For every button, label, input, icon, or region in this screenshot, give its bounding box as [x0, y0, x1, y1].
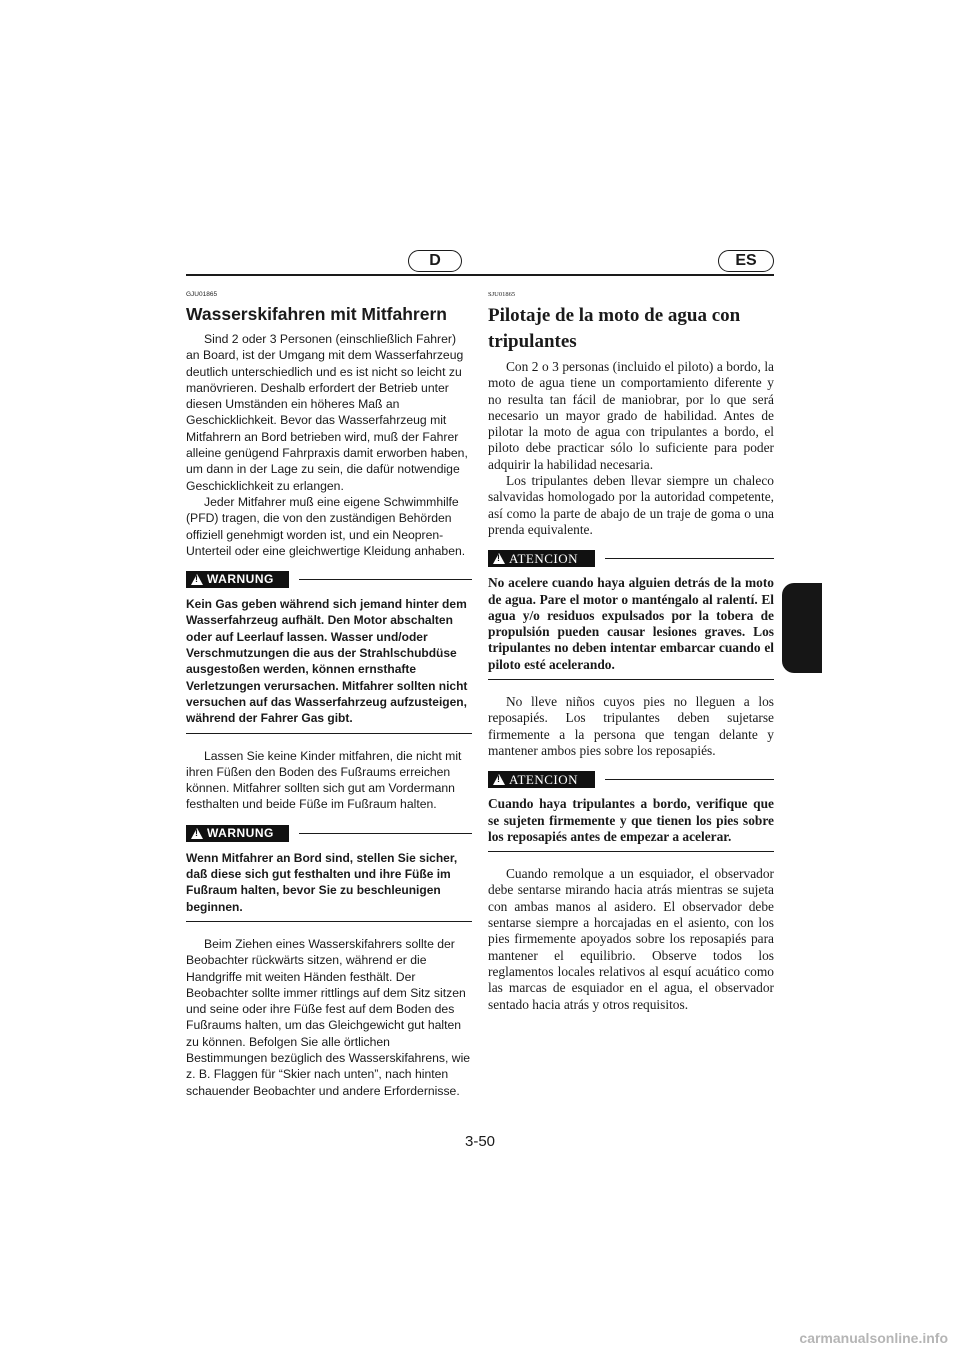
spanish-column	[488, 290, 774, 1013]
paragraph: Jeder Mitfahrer muß eine eigene Schwimmhilfe (PFD) tragen, die von den zuständigen Behörden offiziell genehmigt worden ist, und ein Neopren-Unterteil oder eine gleichwertige Kleidung anhaben.	[186, 494, 466, 558]
language-badge-german: D	[408, 250, 462, 272]
section-code: GJU01865	[186, 291, 218, 298]
warning-badge	[488, 550, 595, 567]
warning-badge	[488, 771, 595, 788]
warning-label: ATENCION	[509, 772, 578, 788]
warning-rule	[299, 833, 472, 834]
warning-text: Wenn Mitfahrer an Bord sind, stellen Sie sicher, daß diese sich gut festhalten und ihre Füße im Fußraum halten, bevor Sie zu beschleunigen beginnen.	[186, 850, 472, 922]
paragraph: Los tripulantes deben llevar siempre un chaleco salvavidas homologado por la autoridad competente, así como la parte de abajo de un traje de goma o una prenda equivalente.	[488, 473, 774, 537]
section-title: Wasserskifahren mit Mitfahrern	[186, 304, 447, 324]
warning-triangle-icon	[191, 828, 203, 839]
warning-header	[186, 825, 472, 842]
warning-label: WARNUNG	[207, 825, 274, 840]
section-title: Pilotaje de la moto de agua con tripulantes	[488, 305, 741, 352]
warning-text: Kein Gas geben während sich jemand hinter dem Wasserfahrzeug aufhält. Den Motor abschalten oder auf Leerlauf lassen. Wasser und/oder Verschmutzungen die aus der Strahlschubdüse ausgestoßen werden, können ernsthafte Verletzungen verursachen. Mitfahrer sollten nicht versuchen auf das Wasserfahrzeug aufzusteigen, während der Fahrer Gas gibt.	[186, 596, 472, 733]
warning-label: WARNUNG	[207, 572, 274, 587]
header-rule	[186, 274, 774, 276]
warning-header	[488, 550, 774, 567]
paragraph: Sind 2 oder 3 Personen (einschließlich Fahrer) an Board, ist der Umgang mit dem Wasserfahrzeug deutlich unterschiedlich und es ist nicht so leicht zu manövrieren. Deshalb erfordert der Betrieb unter diesen Umständen ein höheres Maß an Geschicklichkeit. Bevor das Wasserfahrzeug mit Mitfahrern an Bord betrieben wird, muß der Fahrer alleine genügend Fahrpraxis damit erworben haben, um dann in der Lage zu sein, die dafür notwendige Geschicklichkeit zu erlangen.	[186, 332, 468, 493]
warning-rule	[605, 779, 774, 780]
warning-badge	[186, 825, 289, 842]
warning-triangle-icon	[493, 553, 505, 564]
warning-text: Cuando haya tripulantes a bordo, verifique que se sujeten firmemente y que tienen los pies sobre los reposapiés antes de empezar a acelerar.	[488, 796, 774, 852]
warning-rule	[605, 558, 774, 559]
paragraph: Cuando remolque a un esquiador, el observador debe sentarse mirando hacia atrás mientras se sujeta con ambas manos al asidero. El observador debe sentarse siempre a horcajadas en el asiento, con los pies firmemente apoyados sobre los reposapiés para mantener el equilibrio. Observe todos los reglamentos locales relativos al esquí acuático como las marcas de esquiador en el agua, el observador sentado hacia atrás y otros requisitos.	[488, 866, 774, 1012]
paragraph: Con 2 o 3 personas (incluido el piloto) a bordo, la moto de agua tiene un comportamiento diferente y no resulta tan fácil de maniobrar, por lo que será necesario un mayor grado de habilidad. Antes de pilotar la moto de agua con tripulantes a bordo, el piloto debe practicar sólo lo suficiente para poder adquirir la habilidad necesaria.	[488, 359, 774, 472]
section-code: SJU01865	[488, 291, 516, 298]
paragraph: No lleve niños cuyos pies no lleguen a los reposapiés. Los tripulantes deben sujetarse firmemente a la persona que tengan delante y mantener ambos pies sobre los reposapiés.	[488, 694, 774, 758]
page-header	[186, 246, 774, 276]
german-column	[186, 290, 472, 1099]
language-badge-spanish: ES	[718, 250, 774, 272]
warning-badge	[186, 571, 289, 588]
warning-header	[186, 571, 472, 588]
watermark: carmanualsonline.info	[799, 1330, 948, 1346]
paragraph: Beim Ziehen eines Wasserskifahrers sollte der Beobachter rückwärts sitzen, während er die Handgriffe mit weiten Händen festhält. Der Beobachter sollte immer rittlings auf dem Sitz sitzen und seine oder ihre Füße fest auf dem Boden des Fußraums halten, um das Gleichgewicht gut halten zu können. Befolgen Sie alle örtlichen Bestimmungen bezüglich des Wasserskifahrens, wie z. B. Flaggen für “Skier nach unten”, nach hinten schauender Beobachter und andere Erfordernisse.	[186, 936, 471, 1098]
warning-triangle-icon	[191, 574, 203, 585]
warning-text: No acelere cuando haya alguien detrás de la moto de agua. Pare el motor o manténgalo al ralentí. El agua y/o residuos expulsados por la tobera de propulsión pueden causar lesiones graves. Los tripulantes no deben intentar embarcar cuando el piloto esté acelerando.	[488, 575, 774, 680]
warning-triangle-icon	[493, 774, 505, 785]
paragraph: Lassen Sie keine Kinder mitfahren, die nicht mit ihren Füßen den Boden des Fußraums erreichen können. Mitfahrer sollten sich gut am Vordermann festhalten und beide Füße im Fußraum halten.	[186, 748, 462, 812]
warning-header	[488, 771, 774, 788]
warning-rule	[299, 579, 472, 580]
chapter-tab-marker	[782, 583, 822, 673]
page-number: 3-50	[464, 1133, 496, 1150]
warning-label: ATENCION	[509, 551, 578, 567]
